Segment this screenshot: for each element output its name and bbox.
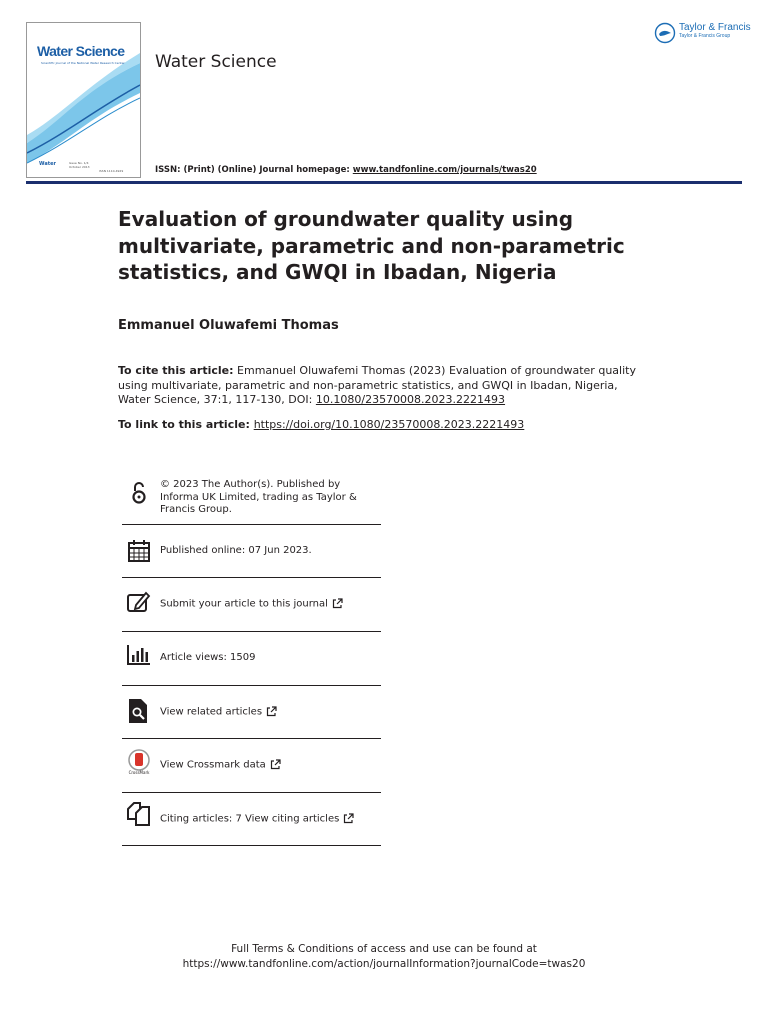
- taylor-francis-lamp-icon: [654, 22, 676, 44]
- list-item-open-access: © 2023 The Author(s). Published by Informa UK Limited, trading as Taylor & Francis Group.: [122, 478, 381, 525]
- cover-title: Water Science: [37, 43, 125, 59]
- cover-issue: Issue No. 1/4 October 2013: [69, 161, 90, 169]
- footer-line-1: Full Terms & Conditions of access and use can be found at: [231, 943, 537, 955]
- terms-footer: [0, 942, 768, 972]
- list-item-crossmark[interactable]: [122, 739, 381, 793]
- article-author: Emmanuel Oluwafemi Thomas: [118, 318, 339, 333]
- article-link-line: To link to this article: https://doi.org/10.1080/23570008.2023.2221493: [118, 418, 525, 431]
- edit-icon: [126, 590, 152, 616]
- submit-article-link[interactable]: Submit your article to this journal: [160, 598, 343, 611]
- external-link-icon: [332, 598, 343, 609]
- journal-homepage-link[interactable]: www.tandfonline.com/journals/twas20: [352, 165, 537, 175]
- related-articles-link[interactable]: View related articles: [160, 706, 277, 719]
- header-rule: [26, 181, 742, 184]
- citation-block: To cite this article: Emmanuel Oluwafemi Thomas (2023) Evaluation of groundwater quality using multivariate, parametric and non-parametric statistics, and GWQI in Ibadan, Nigeria, Water Science, 37:1, 117-130, DOI: 10.1080/23570008.2023.2221493: [118, 364, 636, 407]
- list-item-citing-articles[interactable]: [122, 793, 381, 846]
- list-item-related-articles[interactable]: [122, 686, 381, 739]
- publisher-name: Taylor & Francis: [679, 22, 751, 33]
- crossmark-icon: [126, 749, 152, 775]
- article-title: Evaluation of groundwater quality using multivariate, parametric and non-parametric statistics, and GWQI in Ibadan, Nigeria: [118, 207, 625, 284]
- footer-terms-url[interactable]: https://www.tandfonline.com/action/journalInformation?journalCode=twas20: [182, 958, 586, 970]
- publisher-group: Taylor & Francis Group: [679, 33, 731, 39]
- doi-link[interactable]: 10.1080/23570008.2023.2221493: [315, 393, 506, 407]
- search-document-icon: [126, 698, 152, 724]
- crossmark-link[interactable]: View Crossmark data: [160, 759, 281, 772]
- citing-articles-link[interactable]: Citing articles: 7 View citing articles: [160, 813, 354, 826]
- issn-homepage-line: ISSN: (Print) (Online) Journal homepage: www.tandfonline.com/journals/twas20: [155, 165, 537, 175]
- journal-name: Water Science: [155, 52, 277, 72]
- calendar-icon: [126, 538, 152, 564]
- cover-issn: ISSN 1110-4929: [99, 169, 124, 173]
- taylor-francis-logo[interactable]: [654, 22, 751, 44]
- external-link-icon: [343, 813, 354, 824]
- external-link-icon: [270, 759, 281, 770]
- cover-subtitle: Scientific Journal of the National Water Research Center: [41, 61, 125, 65]
- external-link-icon: [266, 706, 277, 717]
- citing-articles-icon: [126, 801, 152, 827]
- svg-text:CrossMark: CrossMark: [128, 770, 150, 775]
- list-item-submit-article[interactable]: [122, 578, 381, 632]
- list-item-published-online: Published online: 07 Jun 2023.: [122, 525, 381, 578]
- article-url-link[interactable]: https://doi.org/10.1080/23570008.2023.2221493: [253, 418, 525, 431]
- cover-logo: Water: [39, 161, 56, 167]
- article-info-list: [122, 478, 381, 846]
- journal-cover-image: [26, 22, 141, 178]
- bar-chart-icon: [126, 642, 152, 668]
- open-access-icon: [126, 480, 152, 506]
- list-item-article-views: Article views: 1509: [122, 632, 381, 686]
